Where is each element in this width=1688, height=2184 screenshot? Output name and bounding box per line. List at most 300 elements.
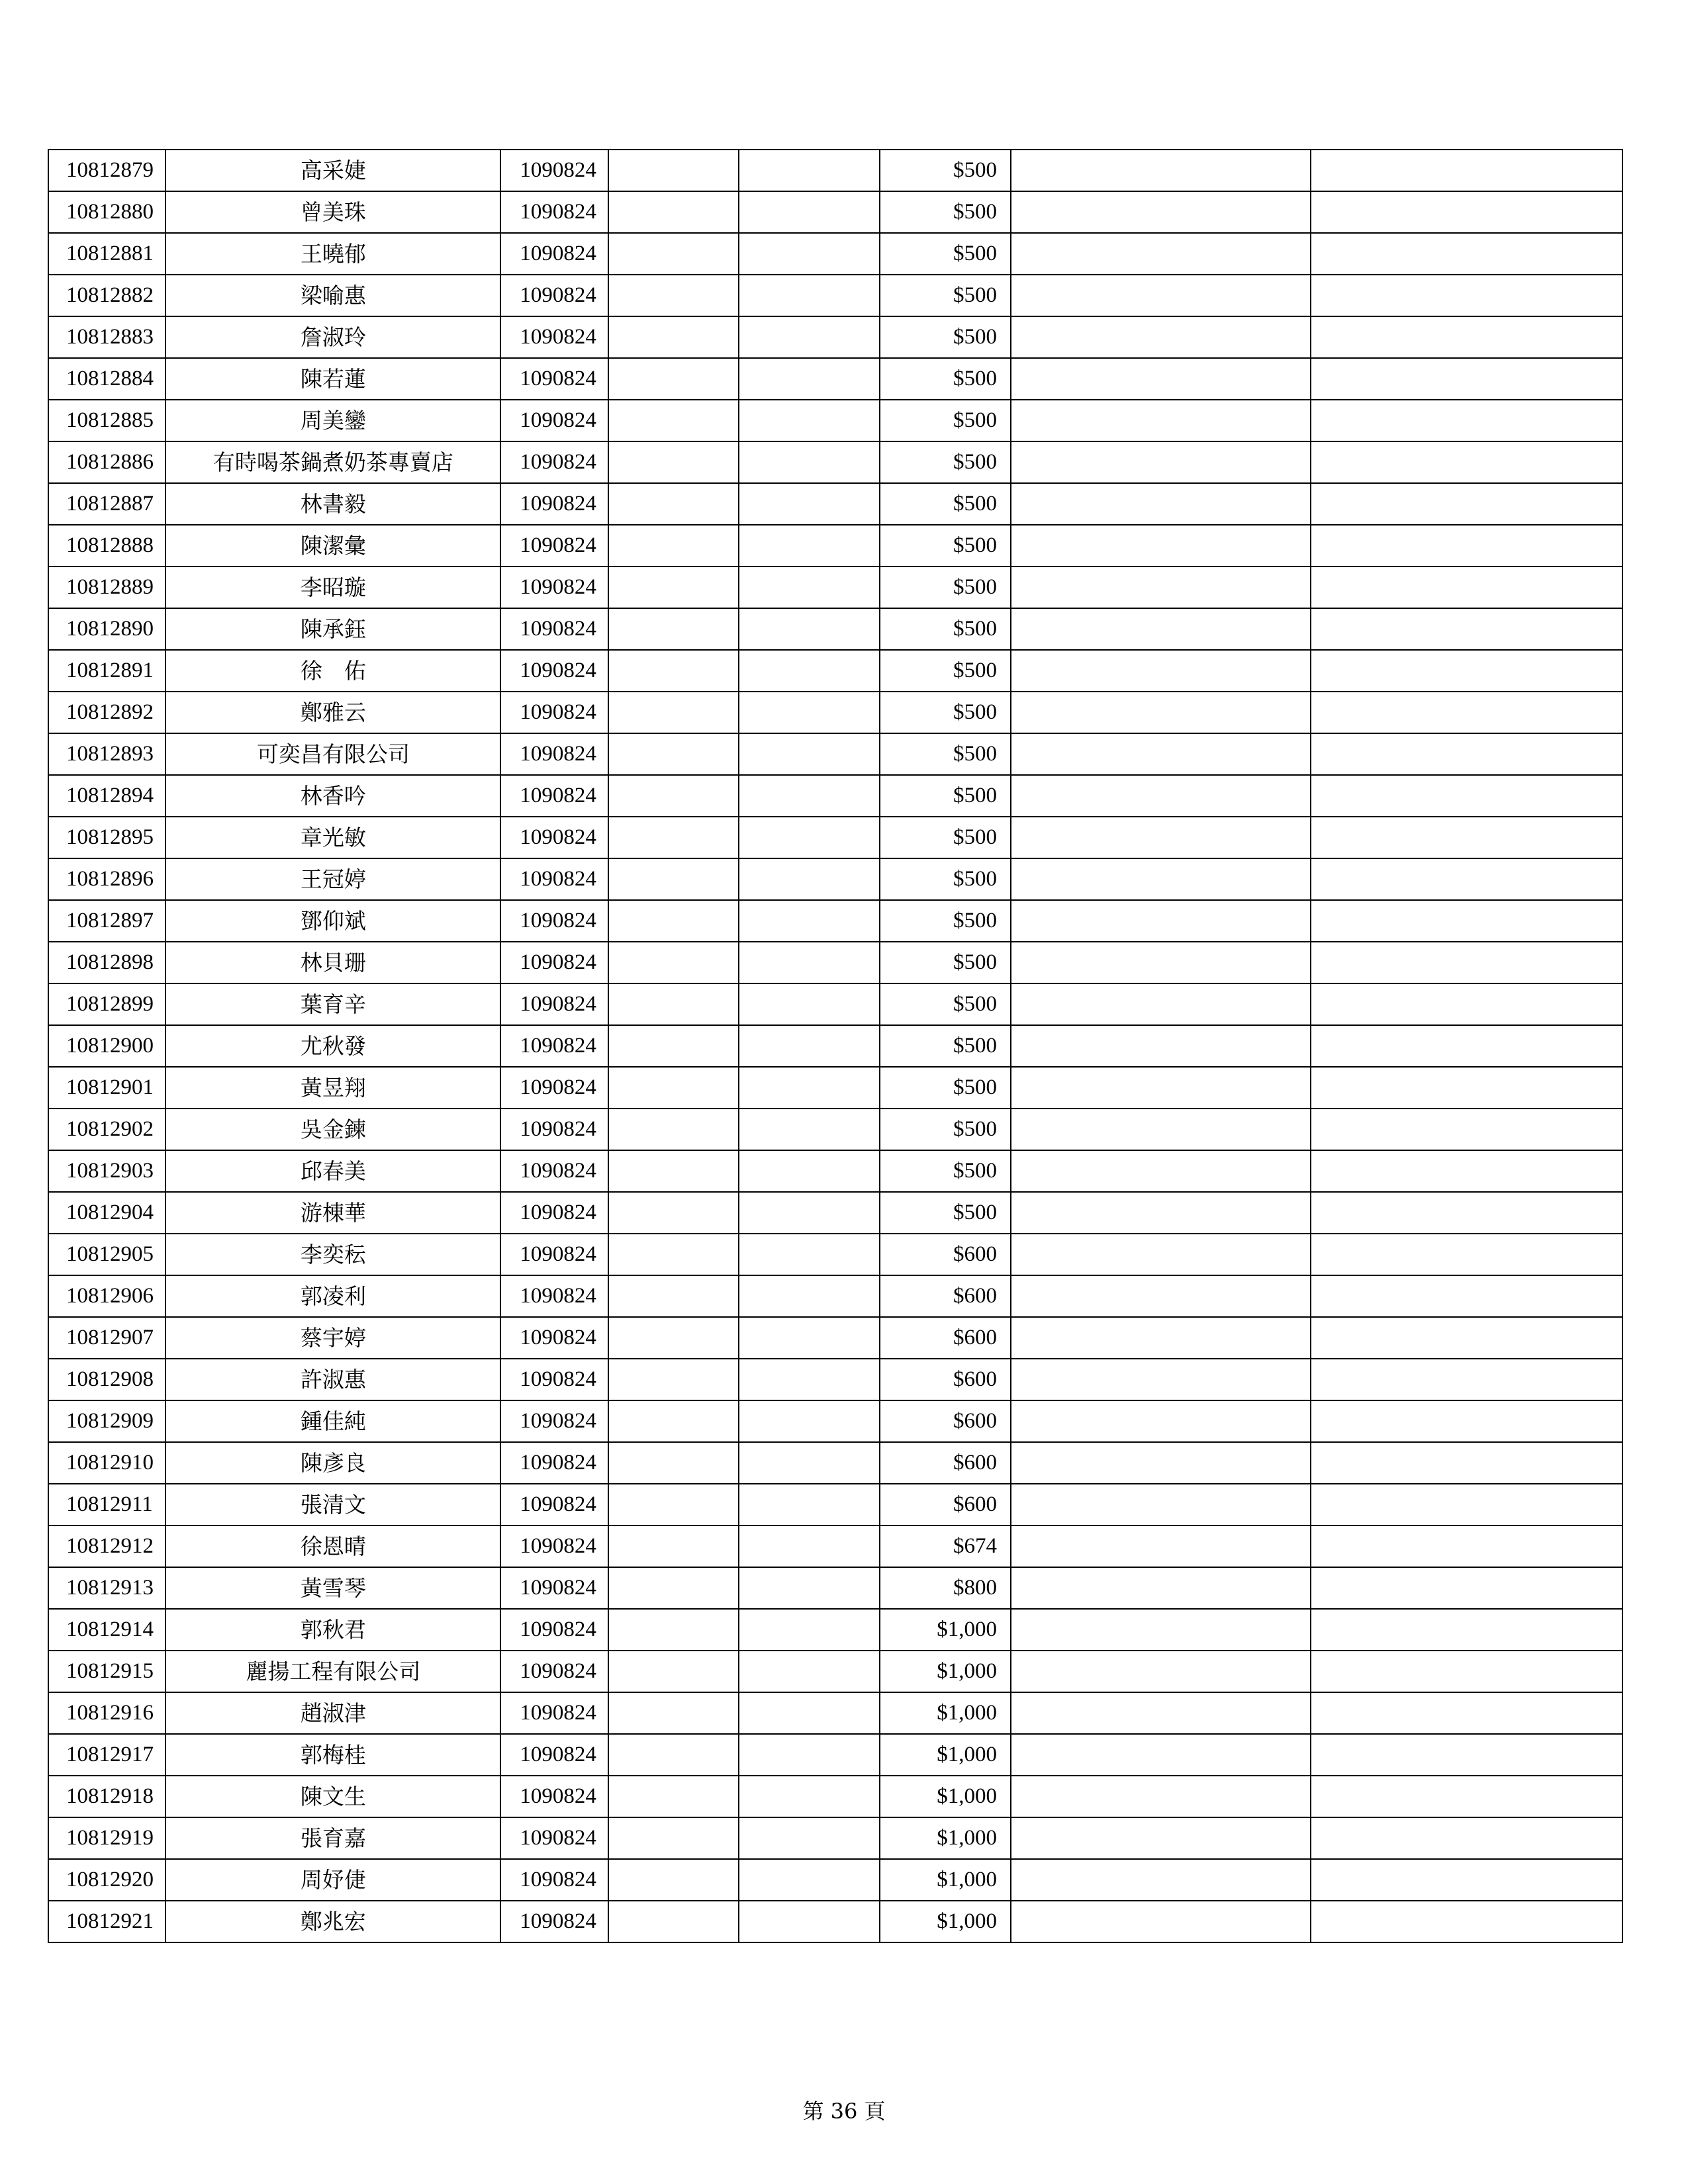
cell-amount: $500 [880, 1150, 1011, 1192]
cell-amount: $600 [880, 1400, 1011, 1442]
cell-empty [1311, 1859, 1622, 1901]
table-row [48, 817, 1622, 858]
cell-date: 1090824 [500, 191, 608, 233]
cell-empty [1311, 1109, 1622, 1150]
cell-empty [608, 358, 739, 400]
table-row [48, 1234, 1622, 1275]
cell-empty [1311, 1651, 1622, 1692]
cell-empty [1311, 858, 1622, 900]
cell-empty [608, 775, 739, 817]
cell-empty [1011, 1067, 1311, 1109]
cell-date: 1090824 [500, 1192, 608, 1234]
cell-amount: $674 [880, 1525, 1011, 1567]
cell-donor-name: 王曉郁 [165, 233, 500, 275]
cell-empty [1311, 441, 1622, 483]
cell-empty [1311, 1275, 1622, 1317]
cell-empty [739, 1317, 879, 1359]
cell-empty [1311, 567, 1622, 608]
cell-receipt-id: 10812885 [48, 400, 165, 441]
cell-date: 1090824 [500, 692, 608, 733]
cell-empty [739, 275, 879, 316]
cell-date: 1090824 [500, 1109, 608, 1150]
cell-empty [739, 191, 879, 233]
cell-amount: $1,000 [880, 1734, 1011, 1776]
table-row [48, 1609, 1622, 1651]
cell-donor-name: 鄭兆宏 [165, 1901, 500, 1942]
cell-empty [608, 733, 739, 775]
cell-receipt-id: 10812882 [48, 275, 165, 316]
cell-donor-name: 郭凌利 [165, 1275, 500, 1317]
table-row [48, 858, 1622, 900]
cell-donor-name: 趙淑津 [165, 1692, 500, 1734]
cell-amount: $800 [880, 1567, 1011, 1609]
cell-empty [1011, 650, 1311, 692]
cell-empty [1011, 1192, 1311, 1234]
cell-date: 1090824 [500, 1525, 608, 1567]
cell-empty [739, 233, 879, 275]
cell-empty [1311, 900, 1622, 942]
cell-empty [739, 1359, 879, 1400]
cell-receipt-id: 10812894 [48, 775, 165, 817]
cell-receipt-id: 10812880 [48, 191, 165, 233]
table-row [48, 1484, 1622, 1525]
cell-donor-name: 可奕昌有限公司 [165, 733, 500, 775]
cell-empty [1311, 150, 1622, 191]
cell-receipt-id: 10812904 [48, 1192, 165, 1234]
cell-empty [1311, 1817, 1622, 1859]
cell-empty [739, 1067, 879, 1109]
cell-donor-name: 徐恩晴 [165, 1525, 500, 1567]
cell-date: 1090824 [500, 316, 608, 358]
cell-empty [739, 817, 879, 858]
cell-empty [1311, 942, 1622, 983]
cell-date: 1090824 [500, 1067, 608, 1109]
cell-empty [1011, 233, 1311, 275]
cell-donor-name: 章光敏 [165, 817, 500, 858]
table-row [48, 775, 1622, 817]
cell-receipt-id: 10812912 [48, 1525, 165, 1567]
cell-empty [1311, 1192, 1622, 1234]
cell-empty [608, 1025, 739, 1067]
cell-empty [739, 525, 879, 567]
cell-empty [739, 1651, 879, 1692]
cell-empty [739, 733, 879, 775]
cell-empty [1011, 1817, 1311, 1859]
cell-receipt-id: 10812914 [48, 1609, 165, 1651]
table-row [48, 400, 1622, 441]
cell-date: 1090824 [500, 1234, 608, 1275]
cell-empty [608, 983, 739, 1025]
cell-receipt-id: 10812920 [48, 1859, 165, 1901]
cell-empty [608, 525, 739, 567]
cell-empty [608, 567, 739, 608]
cell-donor-name: 鄧仰斌 [165, 900, 500, 942]
table-row [48, 1400, 1622, 1442]
cell-date: 1090824 [500, 650, 608, 692]
cell-empty [608, 1400, 739, 1442]
cell-donor-name: 周美鑾 [165, 400, 500, 441]
cell-receipt-id: 10812909 [48, 1400, 165, 1442]
cell-receipt-id: 10812887 [48, 483, 165, 525]
cell-empty [1011, 608, 1311, 650]
cell-empty [1011, 1859, 1311, 1901]
table-row [48, 316, 1622, 358]
cell-receipt-id: 10812883 [48, 316, 165, 358]
cell-empty [1011, 275, 1311, 316]
cell-empty [1311, 692, 1622, 733]
cell-donor-name: 邱春美 [165, 1150, 500, 1192]
cell-empty [1011, 1317, 1311, 1359]
cell-amount: $500 [880, 900, 1011, 942]
cell-date: 1090824 [500, 1442, 608, 1484]
cell-date: 1090824 [500, 900, 608, 942]
cell-date: 1090824 [500, 817, 608, 858]
cell-empty [1011, 942, 1311, 983]
cell-empty [1011, 316, 1311, 358]
cell-empty [1011, 1651, 1311, 1692]
cell-empty [739, 692, 879, 733]
cell-empty [739, 1567, 879, 1609]
cell-empty [1311, 1692, 1622, 1734]
cell-receipt-id: 10812917 [48, 1734, 165, 1776]
table-row [48, 1317, 1622, 1359]
table-row [48, 1025, 1622, 1067]
cell-empty [1311, 650, 1622, 692]
table-row [48, 608, 1622, 650]
cell-empty [739, 608, 879, 650]
cell-receipt-id: 10812890 [48, 608, 165, 650]
cell-empty [608, 1275, 739, 1317]
cell-empty [1311, 233, 1622, 275]
cell-amount: $500 [880, 567, 1011, 608]
cell-date: 1090824 [500, 1609, 608, 1651]
cell-donor-name: 林貝珊 [165, 942, 500, 983]
cell-amount: $500 [880, 483, 1011, 525]
cell-empty [1011, 775, 1311, 817]
cell-empty [1011, 1234, 1311, 1275]
cell-amount: $500 [880, 1025, 1011, 1067]
cell-date: 1090824 [500, 858, 608, 900]
cell-empty [739, 650, 879, 692]
cell-donor-name: 張育嘉 [165, 1817, 500, 1859]
cell-date: 1090824 [500, 358, 608, 400]
cell-receipt-id: 10812916 [48, 1692, 165, 1734]
cell-receipt-id: 10812908 [48, 1359, 165, 1400]
cell-empty [1011, 1275, 1311, 1317]
cell-donor-name: 許淑惠 [165, 1359, 500, 1400]
cell-donor-name: 張清文 [165, 1484, 500, 1525]
cell-receipt-id: 10812879 [48, 150, 165, 191]
table-row [48, 441, 1622, 483]
cell-empty [608, 1901, 739, 1942]
cell-empty [1311, 1400, 1622, 1442]
cell-amount: $500 [880, 316, 1011, 358]
cell-donor-name: 尤秋發 [165, 1025, 500, 1067]
cell-amount: $500 [880, 942, 1011, 983]
cell-receipt-id: 10812884 [48, 358, 165, 400]
cell-date: 1090824 [500, 1275, 608, 1317]
cell-amount: $500 [880, 400, 1011, 441]
cell-empty [1011, 692, 1311, 733]
cell-receipt-id: 10812906 [48, 1275, 165, 1317]
cell-empty [1011, 733, 1311, 775]
cell-receipt-id: 10812913 [48, 1567, 165, 1609]
cell-empty [1011, 1150, 1311, 1192]
cell-empty [1011, 525, 1311, 567]
cell-date: 1090824 [500, 483, 608, 525]
cell-empty [608, 1776, 739, 1817]
cell-empty [1311, 483, 1622, 525]
cell-empty [1311, 1442, 1622, 1484]
cell-empty [1011, 1609, 1311, 1651]
cell-empty [608, 1692, 739, 1734]
cell-receipt-id: 10812911 [48, 1484, 165, 1525]
cell-donor-name: 李昭璇 [165, 567, 500, 608]
cell-empty [1311, 1234, 1622, 1275]
cell-amount: $500 [880, 817, 1011, 858]
cell-donor-name: 陳潔彙 [165, 525, 500, 567]
cell-empty [608, 1109, 739, 1150]
cell-empty [1311, 525, 1622, 567]
cell-donor-name: 梁喻惠 [165, 275, 500, 316]
cell-empty [1011, 1359, 1311, 1400]
table-row [48, 483, 1622, 525]
cell-empty [739, 567, 879, 608]
cell-receipt-id: 10812900 [48, 1025, 165, 1067]
table-row [48, 1442, 1622, 1484]
cell-amount: $500 [880, 692, 1011, 733]
cell-amount: $1,000 [880, 1776, 1011, 1817]
cell-empty [1011, 358, 1311, 400]
cell-receipt-id: 10812901 [48, 1067, 165, 1109]
cell-empty [1311, 400, 1622, 441]
cell-receipt-id: 10812910 [48, 1442, 165, 1484]
table-row [48, 942, 1622, 983]
cell-amount: $500 [880, 233, 1011, 275]
cell-donor-name: 黃昱翔 [165, 1067, 500, 1109]
cell-empty [1011, 1442, 1311, 1484]
table-row [48, 358, 1622, 400]
cell-donor-name: 陳文生 [165, 1776, 500, 1817]
table-row [48, 1067, 1622, 1109]
cell-date: 1090824 [500, 775, 608, 817]
cell-date: 1090824 [500, 1651, 608, 1692]
cell-empty [1011, 1400, 1311, 1442]
table-row [48, 1692, 1622, 1734]
cell-donor-name: 郭梅桂 [165, 1734, 500, 1776]
cell-receipt-id: 10812895 [48, 817, 165, 858]
cell-empty [1011, 400, 1311, 441]
cell-empty [1311, 733, 1622, 775]
cell-amount: $500 [880, 775, 1011, 817]
cell-amount: $500 [880, 1067, 1011, 1109]
table-row [48, 733, 1622, 775]
cell-empty [1311, 316, 1622, 358]
cell-receipt-id: 10812918 [48, 1776, 165, 1817]
cell-empty [1011, 858, 1311, 900]
cell-receipt-id: 10812898 [48, 942, 165, 983]
cell-empty [1311, 608, 1622, 650]
cell-donor-name: 王冠婷 [165, 858, 500, 900]
cell-date: 1090824 [500, 1901, 608, 1942]
cell-amount: $500 [880, 983, 1011, 1025]
table-row [48, 1109, 1622, 1150]
cell-receipt-id: 10812896 [48, 858, 165, 900]
cell-empty [739, 983, 879, 1025]
cell-empty [739, 441, 879, 483]
cell-empty [739, 1150, 879, 1192]
cell-empty [739, 1525, 879, 1567]
cell-date: 1090824 [500, 1776, 608, 1817]
cell-empty [739, 900, 879, 942]
cell-empty [608, 650, 739, 692]
cell-empty [739, 1442, 879, 1484]
cell-donor-name: 麗揚工程有限公司 [165, 1651, 500, 1692]
cell-date: 1090824 [500, 1734, 608, 1776]
cell-empty [608, 1734, 739, 1776]
cell-receipt-id: 10812891 [48, 650, 165, 692]
cell-donor-name: 高采婕 [165, 150, 500, 191]
cell-empty [1311, 1484, 1622, 1525]
cell-donor-name: 吳金鍊 [165, 1109, 500, 1150]
cell-empty [1311, 275, 1622, 316]
cell-empty [1011, 817, 1311, 858]
cell-donor-name: 曾美珠 [165, 191, 500, 233]
cell-empty [608, 275, 739, 316]
cell-donor-name: 詹淑玲 [165, 316, 500, 358]
cell-empty [608, 942, 739, 983]
cell-date: 1090824 [500, 1400, 608, 1442]
cell-empty [1011, 983, 1311, 1025]
table-row [48, 567, 1622, 608]
cell-amount: $500 [880, 858, 1011, 900]
cell-donor-name: 徐 佑 [165, 650, 500, 692]
cell-empty [1311, 1776, 1622, 1817]
cell-empty [1311, 1359, 1622, 1400]
cell-empty [1311, 1025, 1622, 1067]
cell-date: 1090824 [500, 1567, 608, 1609]
cell-date: 1090824 [500, 608, 608, 650]
cell-date: 1090824 [500, 1025, 608, 1067]
cell-amount: $1,000 [880, 1692, 1011, 1734]
table-row [48, 983, 1622, 1025]
cell-donor-name: 游棟華 [165, 1192, 500, 1234]
cell-empty [1311, 1317, 1622, 1359]
cell-receipt-id: 10812919 [48, 1817, 165, 1859]
cell-empty [739, 316, 879, 358]
cell-date: 1090824 [500, 983, 608, 1025]
cell-amount: $500 [880, 608, 1011, 650]
cell-empty [608, 608, 739, 650]
cell-amount: $1,000 [880, 1609, 1011, 1651]
cell-amount: $500 [880, 150, 1011, 191]
cell-date: 1090824 [500, 1692, 608, 1734]
table-row [48, 1525, 1622, 1567]
table-row [48, 650, 1622, 692]
cell-receipt-id: 10812905 [48, 1234, 165, 1275]
cell-empty [608, 1525, 739, 1567]
cell-empty [608, 1651, 739, 1692]
cell-empty [739, 358, 879, 400]
cell-empty [739, 1400, 879, 1442]
cell-donor-name: 蔡宇婷 [165, 1317, 500, 1359]
cell-empty [1011, 191, 1311, 233]
cell-date: 1090824 [500, 275, 608, 316]
cell-empty [608, 233, 739, 275]
cell-amount: $500 [880, 525, 1011, 567]
cell-empty [1011, 441, 1311, 483]
cell-empty [739, 942, 879, 983]
cell-empty [1011, 900, 1311, 942]
table-row [48, 525, 1622, 567]
cell-donor-name: 周妤倢 [165, 1859, 500, 1901]
cell-empty [1011, 1567, 1311, 1609]
table-row [48, 1567, 1622, 1609]
cell-date: 1090824 [500, 525, 608, 567]
cell-date: 1090824 [500, 1484, 608, 1525]
cell-empty [1011, 1109, 1311, 1150]
cell-empty [739, 1734, 879, 1776]
cell-amount: $600 [880, 1359, 1011, 1400]
cell-empty [739, 858, 879, 900]
cell-empty [1311, 1525, 1622, 1567]
cell-date: 1090824 [500, 942, 608, 983]
cell-donor-name: 黃雪琴 [165, 1567, 500, 1609]
cell-receipt-id: 10812893 [48, 733, 165, 775]
cell-empty [608, 1609, 739, 1651]
cell-amount: $600 [880, 1442, 1011, 1484]
cell-amount: $500 [880, 275, 1011, 316]
cell-receipt-id: 10812899 [48, 983, 165, 1025]
cell-empty [739, 1776, 879, 1817]
cell-empty [1311, 1609, 1622, 1651]
cell-empty [608, 1359, 739, 1400]
table-row [48, 233, 1622, 275]
cell-empty [1011, 1734, 1311, 1776]
cell-empty [608, 191, 739, 233]
cell-empty [1311, 1067, 1622, 1109]
cell-empty [608, 1859, 739, 1901]
cell-empty [608, 1067, 739, 1109]
cell-amount: $1,000 [880, 1651, 1011, 1692]
cell-empty [608, 1317, 739, 1359]
cell-amount: $600 [880, 1275, 1011, 1317]
cell-receipt-id: 10812888 [48, 525, 165, 567]
cell-empty [608, 483, 739, 525]
cell-receipt-id: 10812892 [48, 692, 165, 733]
cell-empty [739, 1275, 879, 1317]
donation-ledger-table [48, 149, 1623, 1943]
cell-empty [739, 400, 879, 441]
cell-empty [739, 1109, 879, 1150]
cell-empty [1011, 567, 1311, 608]
cell-amount: $500 [880, 441, 1011, 483]
cell-empty [1311, 1901, 1622, 1942]
table-row [48, 692, 1622, 733]
cell-empty [739, 1901, 879, 1942]
table-row [48, 900, 1622, 942]
cell-donor-name: 陳若蓮 [165, 358, 500, 400]
cell-empty [608, 858, 739, 900]
table-row [48, 1817, 1622, 1859]
table-row [48, 1651, 1622, 1692]
cell-date: 1090824 [500, 1817, 608, 1859]
cell-receipt-id: 10812881 [48, 233, 165, 275]
table-row [48, 1776, 1622, 1817]
cell-amount: $600 [880, 1234, 1011, 1275]
cell-donor-name: 陳彥良 [165, 1442, 500, 1484]
cell-empty [608, 316, 739, 358]
